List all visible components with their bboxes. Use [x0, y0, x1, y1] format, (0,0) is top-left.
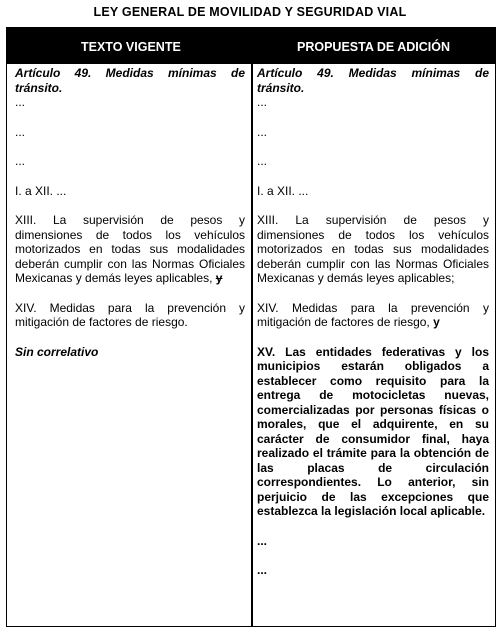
fractions-i-xii: I. a XII. ... — [15, 183, 67, 198]
ellipsis: ... — [257, 95, 268, 109]
header-texto-vigente: TEXTO VIGENTE — [81, 40, 181, 54]
ellipsis: ... — [15, 154, 26, 168]
fraction-xv-addition: XV. Las entidades federativas y los municipios estarán obligados a establecer como requisito para la entrega de motocicletas nuevas, comercializadas por personas físicas o morales, que el adquirente, en su carácter de consumidor final, haya realizado el trámite para la obtención de las placas de circulación correspondientes. Lo anterior, sin perjuicio de las excepciones que establezca la legislación local aplicable. — [257, 344, 489, 518]
fraction-xiii-text: XIII. La supervisión de pesos y dimensiones de todos los vehículos motorizados en todas sus modalidades deberán cumplir con las Normas Oficiales Mexicanas y demás leyes aplicables, — [15, 213, 245, 285]
fraction-xiv: XIV. Medidas para la prevención y mitigación de factores de riesgo. — [15, 300, 245, 329]
column-divider — [251, 64, 253, 627]
fraction-xiv-text: XIV. Medidas para la prevención y mitigación de factores de riesgo, — [257, 300, 489, 329]
ellipsis-bold: ... — [257, 533, 268, 548]
article-heading: Artículo 49. Medidas mínimas de tránsito. — [257, 66, 489, 95]
ellipsis: ... — [15, 124, 26, 139]
column-texto-vigente — [15, 66, 245, 359]
article-heading: Artículo 49. Medidas mínimas de tránsito. — [15, 66, 245, 95]
fraction-xiii: XIII. La supervisión de pesos y dimensiones de todos los vehículos motorizados en todas sus modalidades deberán cumplir con las Normas Oficiales Mexicanas y demás leyes aplicables; — [257, 213, 489, 285]
fractions-i-xii: I. a XII. ... — [257, 183, 309, 198]
comparison-table — [6, 27, 496, 627]
document-title: LEY GENERAL DE MOVILIDAD Y SEGURIDAD VIAL — [93, 5, 407, 19]
ellipsis: ... — [257, 124, 268, 139]
ellipsis: ... — [15, 95, 26, 109]
fraction-xiii — [15, 213, 245, 286]
fraction-xiv — [257, 301, 489, 330]
table-header — [7, 28, 495, 64]
struck-conjunction: y — [215, 271, 223, 285]
column-propuesta — [257, 66, 489, 578]
ellipsis-bold: ... — [257, 563, 268, 577]
sin-correlativo: Sin correlativo — [15, 344, 99, 359]
ellipsis: ... — [257, 154, 268, 168]
added-conjunction: y — [433, 315, 440, 329]
header-propuesta: PROPUESTA DE ADICIÓN — [297, 40, 451, 54]
